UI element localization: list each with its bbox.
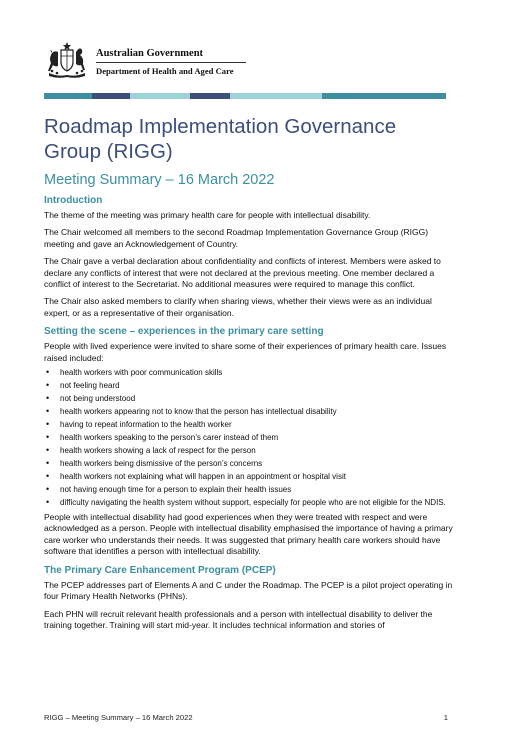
stripe-segment <box>190 93 230 99</box>
stripe-segment <box>44 93 92 99</box>
paragraph: The Chair also asked members to clarify when sharing views, whether their views were as an individual expert, or as a representative of their organisation. <box>44 296 432 318</box>
colour-stripe <box>44 93 446 99</box>
list-item: • health workers speaking to the person’s carer instead of them <box>44 432 454 443</box>
list-item: • health workers not explaining what will happen in an appointment or hospital visit <box>44 471 454 482</box>
page-footer <box>44 713 448 722</box>
stripe-segment <box>130 93 190 99</box>
list-item: • difficulty navigating the health system without support, especially for people who are not eligible for the NDIS. <box>44 497 454 508</box>
paragraph: The Chair welcomed all members to the second Roadmap Implementation Governance Group (RIGG) meeting and gave an Acknowledgement of Country. <box>44 227 429 249</box>
document-title: Roadmap Implementation Governance Group (RIGG) <box>44 115 397 163</box>
list-item: • not being understood <box>44 393 454 404</box>
footer-text: RIGG – Meeting Summary – 16 March 2022 <box>44 713 193 722</box>
stripe-segment <box>92 93 130 99</box>
stripe-segment <box>322 93 446 99</box>
page-number: 1 <box>443 713 448 722</box>
government-logo <box>44 40 284 82</box>
section-heading-setting-the-scene: Setting the scene – experiences in the primary care setting <box>44 326 324 338</box>
paragraph: People with lived experience were invited to share some of their experiences of primary health care. Issues raised included: <box>44 341 447 363</box>
list-item: • having to repeat information to the health worker <box>44 419 454 430</box>
list-item: • not feeling heard <box>44 380 454 391</box>
list-item: • health workers appearing not to know that the person has intellectual disability <box>44 406 454 417</box>
list-item: • health workers being dismissive of the person’s concerns <box>44 458 454 469</box>
section-heading-pcep: The Primary Care Enhancement Program (PCEP) <box>44 564 276 576</box>
list-item: • not having enough time for a person to explain their health issues <box>44 484 454 495</box>
issues-list <box>44 367 454 508</box>
government-name: Australian Government <box>96 48 204 59</box>
document-body <box>44 114 454 637</box>
list-item: • health workers showing a lack of respect for the person <box>44 445 454 456</box>
paragraph: The theme of the meeting was primary health care for people with intellectual disability. <box>44 210 371 220</box>
paragraph: The Chair gave a verbal declaration about confidentiality and conflicts of interest. Members were asked to declare any conflicts of interest that were not declared at the previous meeting. One member declared a conflict of interest to the Secretariat. No additional measures were required to manage this conflict. <box>44 256 441 290</box>
paragraph: People with intellectual disability had good experiences when they were treated with respect and were acknowledged as a person. People with intellectual disability emphasised the importance of having a primary care worker who understands their needs. It was suggested that primary health care workers should have software that identifies a person with intellectual disability. <box>44 512 453 557</box>
coat-of-arms-icon <box>44 40 90 80</box>
logo-divider <box>96 62 246 63</box>
paragraph: Each PHN will recruit relevant health professionals and a person with intellectual disability to deliver the training together. Training will start mid-year. It includes technical information and stories of <box>44 608 433 630</box>
section-heading-introduction: Introduction <box>44 195 103 206</box>
paragraph: The PCEP addresses part of Elements A and C under the Roadmap. The PCEP is a pilot project operating in four Primary Health Networks (PHNs). <box>44 579 453 602</box>
document-subtitle: Meeting Summary – 16 March 2022 <box>44 172 275 188</box>
stripe-segment <box>230 93 322 99</box>
list-item: • health workers with poor communication skills <box>44 367 454 378</box>
department-name: Department of Health and Aged Care <box>96 66 234 76</box>
